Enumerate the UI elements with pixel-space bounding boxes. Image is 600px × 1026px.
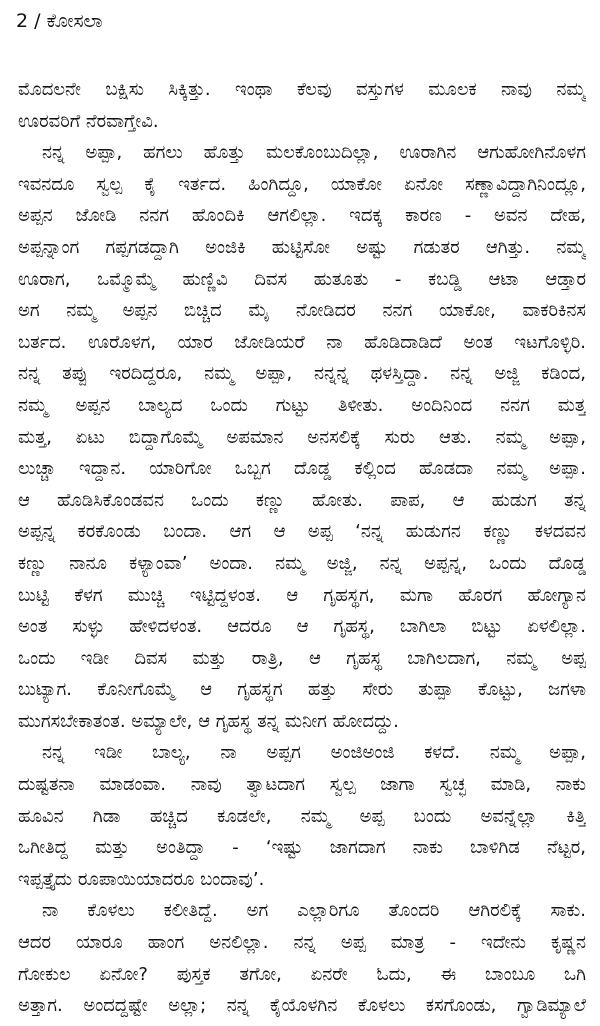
text-line: ಒಂದು ಇಡೀ ದಿವಸ ಮತ್ತು ರಾತ್ರಿ, ಆ ಗೃಹಸ್ಥ ಬಾಗಿಲದಾಗ, ನಮ್ಮ ಅಪ್ಪ (18, 647, 586, 669)
text-line: ಊರಾಗ, ಒಮ್ಮೊಮ್ಮೆ ಹುಣ್ಣಿವಿ ದಿವಸ ಹುತೂತು - ಕಬಡ್ಡಿ ಆಟಾ ಆಡ್ತಾರ (18, 268, 586, 290)
text-line: ಗೋಕುಲ ಏನೋ? ಪುಸ್ತಕ ತಗೋ, ಏನರೇ ಓದು, ಈ ಬಾಂಬೂ ಒಗಿ (18, 963, 586, 985)
text-line: ಲುಚ್ಚಾ ಇದ್ದಾನ. ಯಾರಿಗೋ ಒಬ್ಬಗ ದೊಡ್ಡ ಕಲ್ಲಿಂದ ಹೊಡದಾ ನಮ್ಮ ಅಪ್ಪಾ. (18, 458, 586, 480)
text-line: ಇಪ್ಪತ್ತೈದು ರೂಪಾಯಿಯಾದರೂ ಬಂದಾವು’. (18, 868, 265, 890)
text-line: ಕಣ್ಣು ನಾನೂ ಕಳ್ಯಾಂವಾ’ ಅಂದಾ. ನಮ್ಮ ಅಜ್ಜಿ, ನನ್ನ ಅಪ್ಪನ್ನ, ಒಂದು ದೊಡ್ಡ (18, 552, 586, 574)
text-line: ಇವನದೂ ಸ್ವಲ್ಪ ಕೈ ಇರ್ತದ. ಹಿಂಗಿದ್ದೂ, ಯಾಕೋ ಏನೋ ಸಣ್ಣಾವಿದ್ದಾಗಿನಿಂದ್ಲೂ, (18, 173, 586, 195)
text-line: ಊರವರಿಗೆ ನೆರವಾಗ್ತೇವಿ. (18, 110, 159, 132)
text-line: ಮೊದಲನೇ ಬಕ್ಷಿಸು ಸಿಕ್ಕಿತ್ತು. ಇಂಥಾ ಕೆಲವು ವಸ್ತುಗಳ ಮೂಲಕ ನಾವು ನಮ್ಮ (18, 79, 586, 100)
text-line: ಅಗ ನಮ್ಮ ಅಪ್ಪನ ಬಿಚ್ಚಿದ ಮೈ ನೋಡಿದರ ನನಗ ಯಾಕೋ, ವಾಕರಿಕಿನಸ (18, 300, 586, 322)
text-line: ನನ್ನ ಅಪ್ಪಾ, ಹಗಲು ಹೊತ್ತು ಮಲಕೊಂಬುದಿಲ್ಲಾ, ಊರಾಗಿನ ಆಗುಹೋಗಿನೊಳಗ (42, 142, 586, 164)
text-line: ಅತ್ತಾಗ. ಅಂದದ್ದಷ್ಟೇ ಅಲ್ಲಾ; ನನ್ನ ಕೈಯೊಳಗಿನ ಕೊಳಲು ಕಸಗೊಂಡು, ಗ್ವಾಡಿಮ್ಯಾಲೆ (18, 995, 586, 1017)
text-line: ಒಗೀತಿದ್ದ ಮತ್ತು ಅಂತಿದ್ದಾ - ‘ಇಷ್ಟು ಜಾಗದಾಗ ನಾಕು ಬಾಳಿಗಿಡ ನೆಟ್ಟರ, (18, 837, 586, 859)
text-line: ದುಷ್ಟತನಾ ಮಾಡಂವಾ. ನಾವು ತ್ವಾಟದಾಗ ಸ್ವಲ್ಪ ಜಾಗಾ ಸ್ವಚ್ಛ ಮಾಡಿ, ನಾಕು (18, 774, 586, 796)
text-line: ನನ್ನ ಇಡೀ ಬಾಲ್ಯ, ನಾ ಅಪ್ಪಗ ಅಂಜಿಅಂಜಿ ಕಳದೆ. ನಮ್ಮ ಅಪ್ಪಾ, (42, 742, 586, 764)
text-line: ಬುಟ್ಟಿ ಕೆಳಗ ಮುಚ್ಚಿ ಇಟ್ಟಿದ್ದಳಂತ. ಆ ಗೃಹಸ್ಥಗ, ಮಗಾ ಹೊರಗ ಹೋಗ್ಯಾನ (18, 584, 586, 606)
text-line: ಬುಟ್ಯಾಗ. ಕೊನೀಗೊಮ್ಮೆ ಆ ಗೃಹಸ್ಥಗ ಹತ್ತು ಸೇರು ತುಪ್ಪಾ ಕೊಟ್ಟು, ಜಗಳಾ (18, 679, 586, 701)
text-line: ಅಪ್ಪನ ಜೋಡಿ ನನಗ ಹೊಂದಿಕಿ ಆಗಲಿಲ್ಲಾ. ಇದಕ್ಕ ಕಾರಣ - ಅವನ ದೇಹ, (18, 205, 586, 227)
text-line: ಅಂತ ಸುಳ್ಳು ಹೇಳಿದಳಂತ. ಆದರೂ ಆ ಗೃಹಸ್ಥ, ಬಾಗಿಲಾ ಬಿಟ್ಟು ಏಳಲಿಲ್ಲಾ. (18, 616, 586, 638)
text-line: ಆ ಹೊಡಿಸಿಕೊಂಡವನ ಒಂದು ಕಣ್ಣು ಹೋತು. ಪಾಪ, ಆ ಹುಡುಗ ತನ್ನ (18, 489, 586, 511)
text-line: ನಾ ಕೊಳಲು ಕಲೀತಿದ್ದೆ. ಅಗ ಎಲ್ಲಾರಿಗೂ ತೊಂದರಿ ಆಗಿರಲಿಕ್ಕೆ ಸಾಕು. (42, 900, 586, 922)
text-line: ಬರ್ತದ. ಊರೊಳಗ, ಯಾರ ಜೋಡಿಯರೆ ನಾ ಹೊಡಿದಾಡಿದೆ ಅಂತ ಇಟಗೊಳ್ಳಿರಿ. (18, 331, 586, 353)
text-line: ನಮ್ಮ ಅಪ್ಪನ ಬಾಲ್ಯದ ಒಂದು ಗುಟ್ಟು ತಿಳೀತು. ಅಂದಿನಿಂದ ನನಗ ಮತ್ತ (18, 394, 586, 416)
text-line: ಮತ್ತ, ಏಟು ಬಿದ್ದಾಗೊಮ್ಮೆ ಅಪಮಾನ ಅನಸಲಿಕ್ಕೆ ಸುರು ಆತು. ನಮ್ಮ ಅಪ್ಪಾ, (18, 426, 586, 448)
text-line: ಅಪ್ಪನ್ನ ಕರಕೊಂಡು ಬಂದಾ. ಆಗ ಆ ಅಪ್ಪ ‘ನನ್ನ ಹುಡುಗನ ಕಣ್ಣು ಕಳದವನ (18, 521, 586, 543)
text-line: ನನ್ನ ತಪ್ಪು ಇರದಿದ್ದರೂ, ನಮ್ಮ ಅಪ್ಪಾ, ನನ್ನನ್ನ ಥಳಸ್ತಿದ್ದಾ. ನನ್ನ ಅಜ್ಜಿ ಕಡಿಂದ, (18, 363, 586, 385)
running-head: 2 / ಕೋಸಲಾ (16, 10, 103, 32)
body-text (18, 74, 586, 1022)
text-line: ಹೂವಿನ ಗಿಡಾ ಹಚ್ಚಿದ ಕೂಡಲೇ, ನಮ್ಮ ಅಪ್ಪ ಬಂದು ಅವನ್ನೆಲ್ಲಾ ಕಿತ್ತಿ (18, 805, 586, 827)
text-line: ಮುಗಸಬೇಕಾತಂತ. ಅಮ್ಯಾಲೇ, ಆ ಗೃಹಸ್ಥ ತನ್ನ ಮನೀಗ ಹೋದದ್ದು. (18, 710, 399, 732)
text-line: ಆದರ ಯಾರೂ ಹಾಂಗ ಅನಲಿಲ್ಲಾ. ನನ್ನ ಅಪ್ಪ ಮಾತ್ರ - ಇದೇನು ಕೃಷ್ಣನ (18, 932, 586, 954)
text-line: ಅಪ್ಪನ್ನಾಂಗ ಗಪ್ಪಗಡದ್ದಾಗಿ ಅಂಜಿಕಿ ಹುಟ್ಟಿಸೋ ಅಷ್ಟು ಗಡುತರ ಆಗಿತ್ತು. ನಮ್ಮ (18, 236, 586, 258)
